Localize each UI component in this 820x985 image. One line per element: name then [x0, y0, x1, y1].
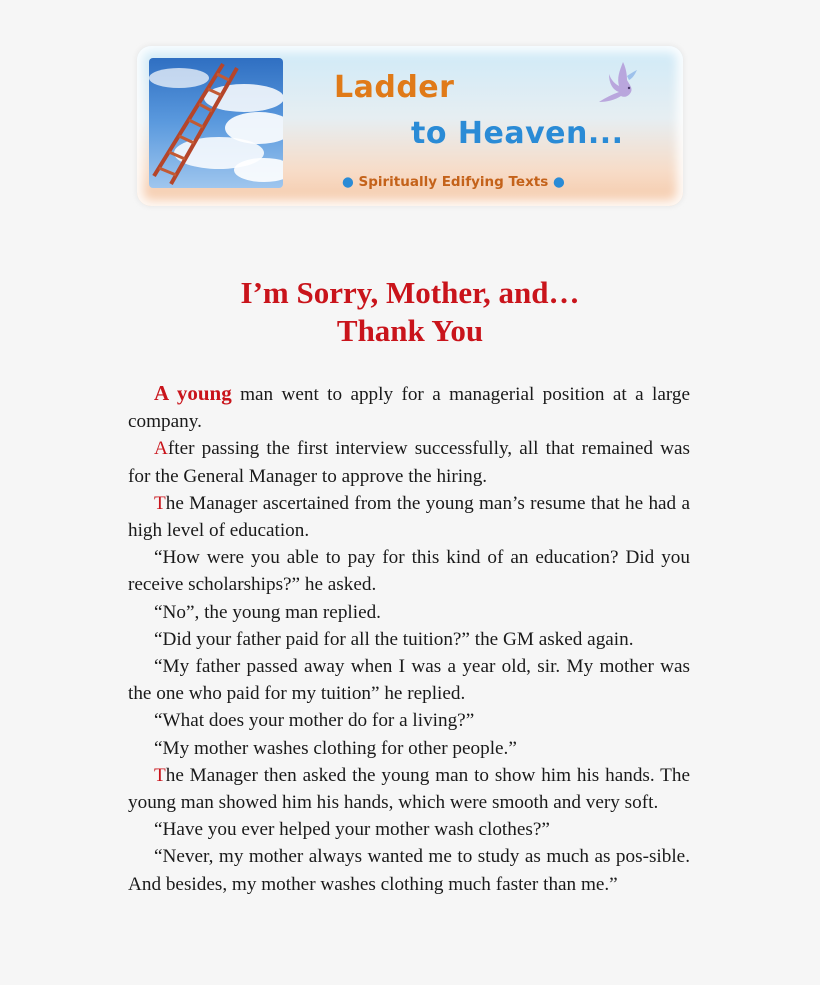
paragraph: “Have you ever helped your mother wash clothes?”: [154, 819, 550, 841]
paragraph-text: fter passing the first interview successfully, all that remained was for the General Manager to approve the hiring.: [128, 438, 690, 487]
paragraph: “What does your mother do for a living?”: [154, 710, 475, 732]
drop-initial: T: [154, 492, 166, 514]
paragraph: “How were you able to pay for this kind of an education? Did you receive scholarships?” he asked.: [128, 547, 690, 596]
paragraph-text: he Manager then asked the young man to show him his hands. The young man showed him his hands, which were smooth and very soft.: [128, 764, 690, 814]
banner-subtitle: [342, 174, 565, 190]
banner-title-line1: Ladder: [334, 70, 455, 105]
paragraph: [128, 762, 690, 816]
paragraph-text: man went to apply for a managerial position at a large company.: [128, 384, 691, 433]
paragraph: “My father passed away when I was a year old, sir. My mother was the one who paid for my tuition” he replied.: [128, 656, 690, 705]
banner-title-line2: to Heaven...: [411, 116, 624, 151]
bullet-dot-icon: ●: [552, 174, 565, 190]
paragraph: [128, 435, 690, 489]
ladder-sky-image: [149, 58, 283, 188]
article-body: [128, 380, 690, 898]
paragraph: “My mother washes clothing for other people.”: [154, 737, 517, 759]
banner-subtitle-text: Spiritually Edifying Texts: [353, 174, 553, 190]
header-banner: [137, 46, 683, 206]
dove-icon: [593, 58, 639, 112]
lead-words: A young: [154, 381, 232, 405]
drop-initial: T: [154, 764, 166, 786]
bullet-dot-icon: ●: [342, 174, 354, 190]
drop-initial: A: [154, 438, 168, 460]
paragraph: “No”, the young man replied.: [154, 601, 381, 623]
article-title-line2: Thank You: [336, 313, 484, 348]
article-title: [0, 274, 820, 350]
paragraph: [128, 490, 690, 544]
paragraph-text: he Manager ascertained from the young man’s resume that he had a high level of education.: [128, 492, 690, 542]
paragraph: [128, 380, 690, 435]
paragraph: “Did your father paid for all the tuition?” the GM asked again.: [154, 628, 634, 650]
article-title-line1: I’m Sorry, Mother, and…: [240, 275, 580, 310]
paragraph: “Never, my mother always wanted me to study as much as pos-sible. And besides, my mother washes clothing much faster than me.”: [128, 846, 690, 895]
